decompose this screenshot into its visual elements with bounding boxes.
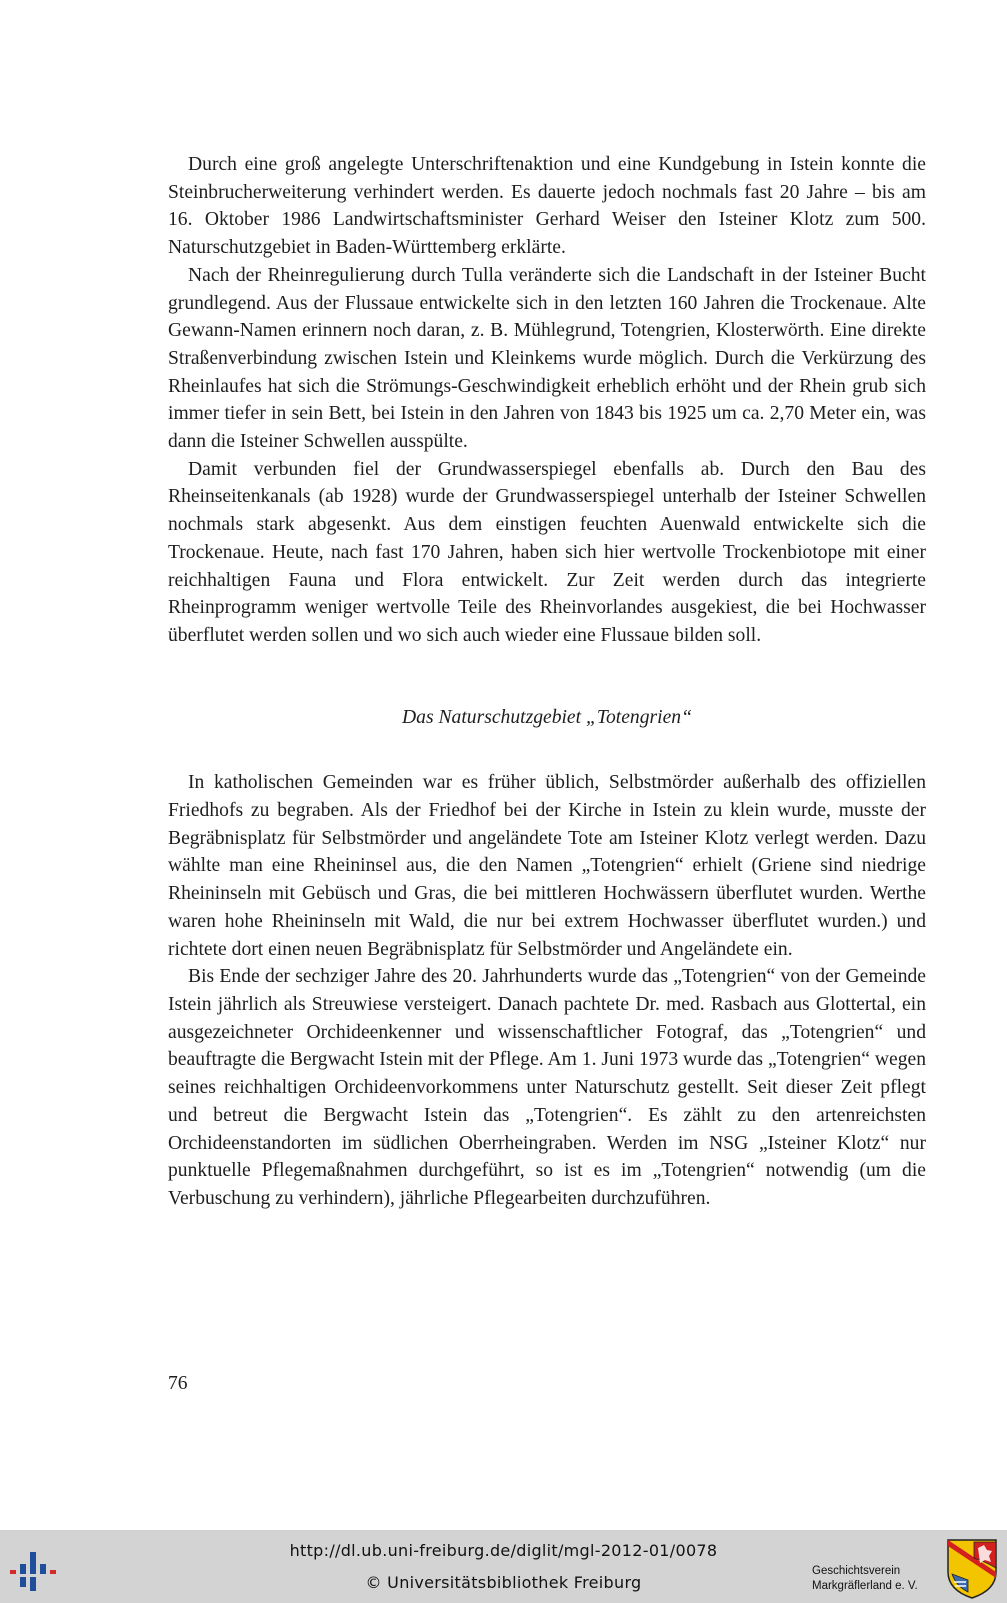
society-name — [812, 1564, 942, 1594]
article-body — [168, 151, 926, 1213]
paragraph: In katholischen Gemeinden war es früher üblich, Selbstmörder außerhalb des offiziellen Friedhofs zu begraben. Als der Friedhof bei der Kirche in Istein zu klein wurde, musste der Begräbnisplatz für Selbstmörder und angeländete Tote am Isteiner Klotz verlegt werden. Dazu wählte man eine Rheininsel aus, die den Namen „Totengrien“ erhielt (Griene sind niedrige Rheininseln mit Gebüsch und Gras, die bei mittleren Hochwässern überflutet wurden. Werthe waren hohe Rheininseln mit Wald, die nur bei extrem Hochwasser überflutet wurden.) und richtete dort einen neuen Begräbnisplatz für Selbstmörder und Angeländete ein. — [168, 772, 926, 960]
coat-of-arms-icon — [946, 1538, 998, 1600]
society-line: Markgräflerland e. V. — [812, 1580, 918, 1592]
page-number: 76 — [168, 1373, 188, 1394]
paragraph: Bis Ende der sechziger Jahre des 20. Jahrhunderts wurde das „Totengrien“ von der Gemeinde Istein jährlich als Streuwiese versteigert. Danach pachtete Dr. med. Rasbach aus Glottertal, ein ausgezeichneter Orchideenkenner und wissenschaftlicher Fotograf, das „Totengrien“ und beauftragte die Bergwacht Istein mit der Pflege. Am 1. Juni 1973 wurde das „Totengrien“ wegen seines reichhaltigen Orchideenvorkommens unter Naturschutz gestellt. Seit dieser Zeit pflegt und betreut die Bergwacht Istein das „Totengrien“. Es zählt zu den artenreichsten Orchideenstandorten im südlichen Oberrheingraben. Werden im NSG „Isteiner Klotz“ nur punktuelle Pflegemaßnahmen durchgeführt, so ist es im „Totengrien“ notwendig (um die Verbuschung zu verhindern), jährliche Pflegearbeiten durchzuführen. — [168, 966, 926, 1209]
copyright-notice: © Universitätsbibliothek Freiburg — [365, 1573, 642, 1592]
paragraph: Damit verbunden fiel der Grundwasserspiegel ebenfalls ab. Durch den Bau des Rheinseitenkanals (ab 1928) wurde der Grundwasserspiegel unterhalb der Isteiner Schwellen nochmals stark abgesenkt. Aus dem einstigen feuchten Auenwald entwickelte sich die Trockenaue. Heute, nach fast 170 Jahren, haben sich hier wertvolle Trockenbiotope mit einer reichhaltigen Fauna und Flora entwickelt. Zur Zeit werden durch das integrierte Rheinprogramm weniger wertvolle Teile des Rheinvorlandes ausgekiest, die bei Hochwasser überflutet werden sollen und wo sich auch wieder eine Flussaue bilden soll. — [168, 458, 926, 646]
section-heading: Das Naturschutzgebiet „Totengrien“ — [402, 706, 692, 728]
source-url-link[interactable]: http://dl.ub.uni-freiburg.de/diglit/mgl-2012-01/0078 — [289, 1541, 718, 1560]
paragraph: Durch eine groß angelegte Unterschriftenaktion und eine Kundgebung in Istein konnte die Steinbrucherweiterung verhindert werden. Es dauerte jedoch nochmals fast 20 Jahre – bis am 16. Oktober 1986 Landwirtschaftsminister Gerhard Weiser den Isteiner Klotz zum 500. Naturschutzgebiet in Baden-Württemberg erklärte. — [168, 154, 926, 259]
viewer-footer — [0, 1530, 1007, 1603]
society-line: Geschichtsverein — [812, 1565, 901, 1577]
paragraph: Nach der Rheinregulierung durch Tulla veränderte sich die Landschaft in der Isteiner Bucht grundlegend. Aus der Flussaue entwickelte sich in den letzten 160 Jahren die Trockenaue. Alte Gewann-Namen erinnern noch daran, z. B. Mühlegrund, Totengrien, Klosterwörth. Eine direkte Straßenverbindung zwischen Istein und Kleinkems wurde möglich. Durch die Verkürzung des Rheinlaufes hat sich die Strömungs-Geschwindigkeit erheblich erhöht und der Rhein grub sich immer tiefer in sein Bett, bei Istein in den Jahren von 1843 bis 1925 um ca. 2,70 Meter ein, was dann die Isteiner Schwellen ausspülte. — [168, 264, 926, 453]
